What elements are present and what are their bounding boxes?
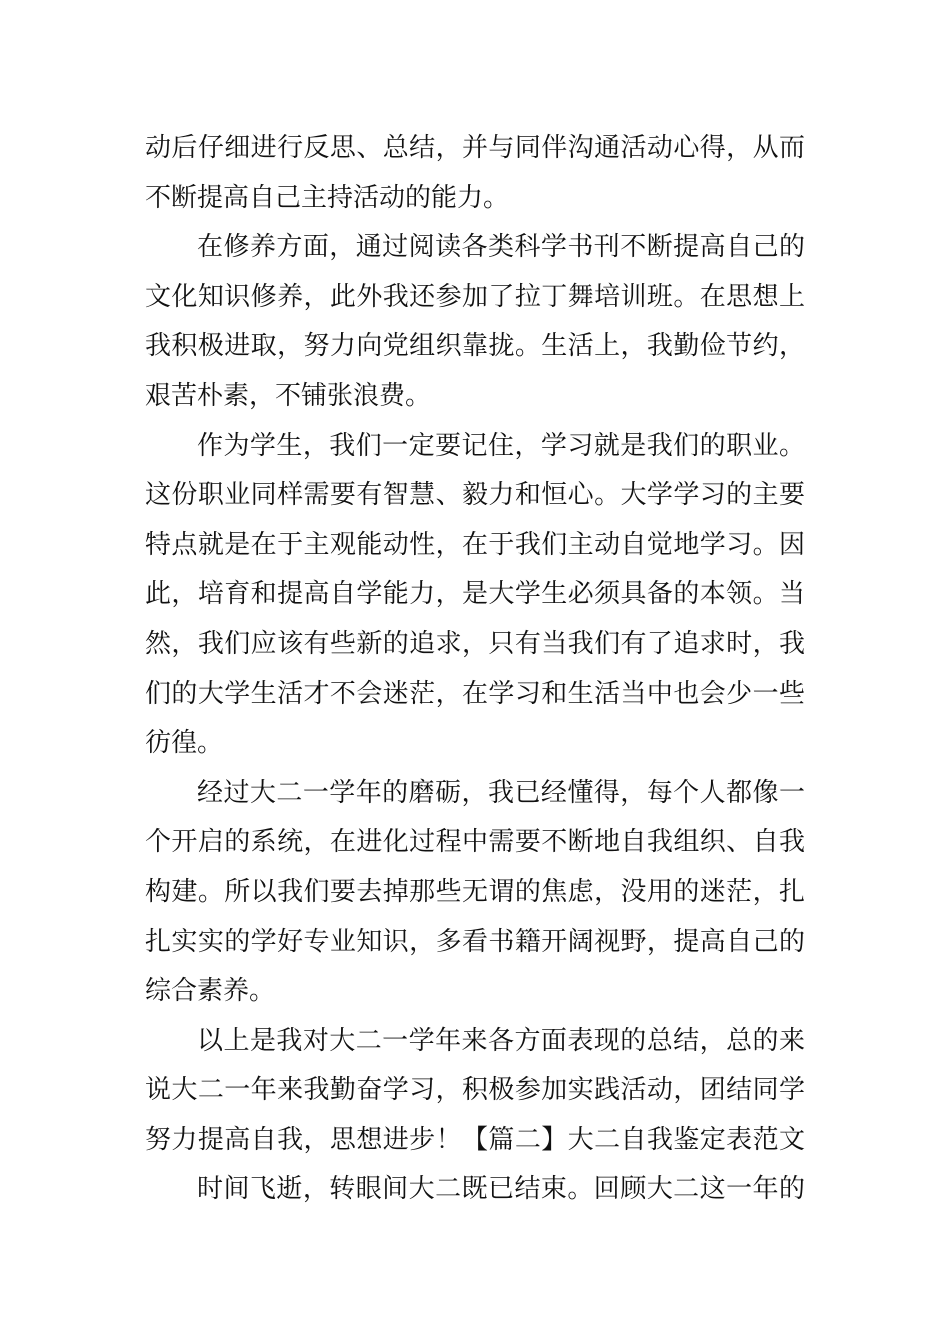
text-line: 扎实实的学好专业知识，多看书籍开阔视野，提高自己的	[145, 926, 805, 957]
text-line: 努力提高自我，思想进步！【篇二】大二自我鉴定表范文	[145, 1124, 805, 1155]
text-line: 不断提高自己主持活动的能力。	[145, 182, 510, 213]
text-line: 彷徨。	[145, 728, 224, 759]
text-line: 以上是我对大二一学年来各方面表现的总结，总的来	[197, 1025, 805, 1056]
text-line: 说大二一年来我勤奋学习，积极参加实践活动，团结同学	[145, 1075, 805, 1106]
text-line: 动后仔细进行反思、总结，并与同伴沟通活动心得，从而	[145, 133, 805, 163]
text-line: 构建。所以我们要去掉那些无谓的焦虑，没用的迷茫，扎	[145, 876, 805, 907]
text-line: 然，我们应该有些新的追求，只有当我们有了追求时，我	[145, 628, 805, 659]
text-line: 综合素养。	[145, 976, 276, 1007]
text-line: 文化知识修养，此外我还参加了拉丁舞培训班。在思想上	[145, 281, 805, 312]
text-line: 作为学生，我们一定要记住，学习就是我们的职业。	[197, 430, 805, 461]
text-line: 艰苦朴素，不铺张浪费。	[145, 380, 432, 411]
text-line: 个开启的系统，在进化过程中需要不断地自我组织、自我	[145, 827, 805, 858]
text-line: 这份职业同样需要有智慧、毅力和恒心。大学学习的主要	[145, 480, 805, 511]
text-line: 此，培育和提高自学能力，是大学生必须具备的本领。当	[145, 579, 805, 610]
document-body	[145, 124, 805, 1215]
text-line: 经过大二一学年的磨砺，我已经懂得，每个人都像一	[197, 777, 805, 808]
text-line: 时间飞逝，转眼间大二既已结束。回顾大二这一年的	[197, 1174, 805, 1205]
text-line: 们的大学生活才不会迷茫，在学习和生活当中也会少一些	[145, 678, 805, 709]
text-line: 特点就是在于主观能动性，在于我们主动自觉地学习。因	[145, 529, 805, 560]
text-line: 我积极进取，努力向党组织靠拢。生活上，我勤俭节约，	[145, 331, 805, 362]
text-line: 在修养方面，通过阅读各类科学书刊不断提高自己的	[197, 232, 805, 263]
